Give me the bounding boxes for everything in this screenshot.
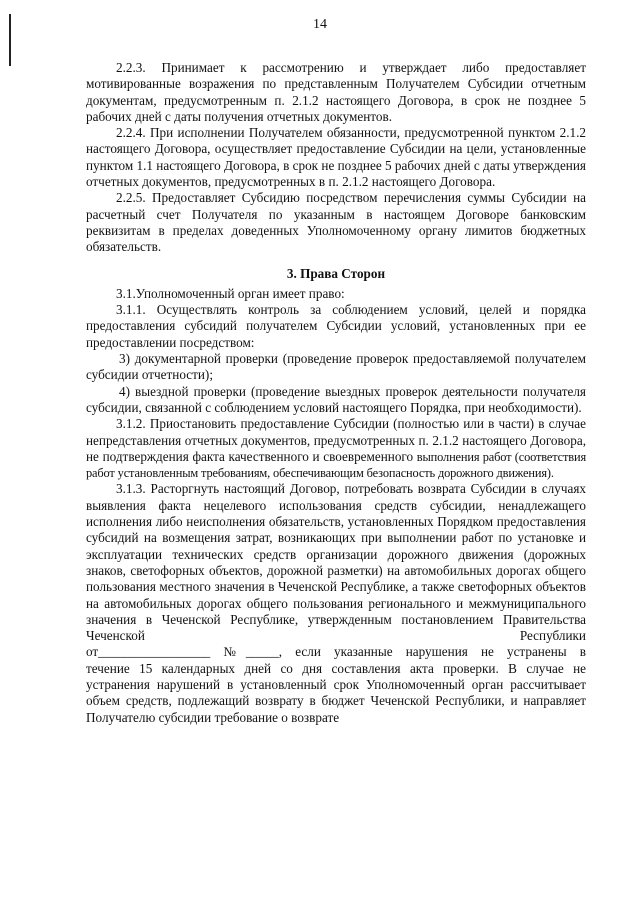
paragraph-2-2-5: 2.2.5. Предоставляет Субсидию посредством перечисления суммы Субсидии на расчетный счет Получателя по указанным в настоящем Договоре банковским реквизитам в пределах доведенных Уполномоченному органу лимитов бюджетных обязательств. [86, 190, 586, 255]
paragraph-3-1: 3.1.Уполномоченный орган имеет право: [116, 285, 345, 301]
paragraph-2-2-3: 2.2.3. Принимает к рассмотрению и утверждает либо предоставляет мотивированные возражения по представленным Получателем Субсидии отчетным документам, предусмотренным п. 2.1.2 настоящего Договора, в срок не позднее 5 рабочих дней с даты получения отчетных документов. [86, 60, 586, 124]
paragraph-3-1-3-end: течение 15 календарных дней со дня составления акта проверки. В случае не устранения нарушений в установленный срок Уполномоченный орган рассчитывает объем средств, подлежащий возврату в бюджет Чеченской Республики, и направляет Получателю субсидии требование о возврате [86, 660, 586, 725]
paragraph-3-1-2 [86, 416, 586, 481]
section-title: 3. Права Сторон [286, 265, 386, 281]
list-item-4: 4) выездной проверки (проведение выездных проверок деятельности получателя субсидии, связанной с соблюдением условий настоящего Порядка, при необходимости). [86, 383, 586, 415]
page-number: 14 [313, 17, 327, 32]
paragraph-3-1-3-main: 3.1.3. Расторгнуть настоящий Договор, потребовать возврата Субсидии в случаях выявления факта нецелевого использования средств субсидии, ненадлежащего исполнения либо неисполнения обязательств, установленных Порядком предоставления субсидий на возмещения затрат, возникающих при выполнении работ по установке и эксплуатации технических средств организации дорожного движения (дорожных знаков, светофорных объектов, дорожной разметки) на автомобильных дорогах общего пользования местного значения в Чеченской Республике, а также светофорных объектов на автомобильных дорогах общего пользования регионального и межмуниципального значения в Чеченской Республике, утвержденным постановлением Правительства Чеченской Республики [86, 481, 586, 644]
paragraph-3-1-2-main: 3.1.2. Приостановить предоставление Субсидии (полностью или в части) в случае непредставления отчетных документов, предусмотренных п. 2.1.2 настоящего Договора, не подтверждения факта качественного и своевременного [86, 416, 586, 464]
paragraph-3-1-1: 3.1.1. Осуществлять контроль за соблюдением условий, целей и порядка предоставления субсидий получателем Субсидии условий, установленных при ее предоставлении посредством: [86, 302, 586, 350]
document-body [86, 60, 586, 726]
paragraph-3-1-3-blanks: от_________________ №_____, если указанные нарушения не устранены в [86, 644, 586, 660]
paragraph-2-2-4: 2.2.4. При исполнении Получателем обязанности, предусмотренной пунктом 2.1.2 настоящего Договора, осуществляет предоставление Субсидии на цели, установленные пунктом 1.1 настоящего Договора, в срок не позднее 5 рабочих дней с даты утверждения отчетных документов, предусмотренных в п. 2.1.2 настоящего Договора. [86, 125, 586, 190]
paragraph-3-1-2-tail: выполнения работ (соответствия работ установленным требованиям, обеспечивающим безопасность дорожного движения). [86, 449, 586, 481]
list-item-3: 3) документарной проверки (проведение проверок предоставляемой получателем субсидии отчетности); [86, 351, 586, 383]
